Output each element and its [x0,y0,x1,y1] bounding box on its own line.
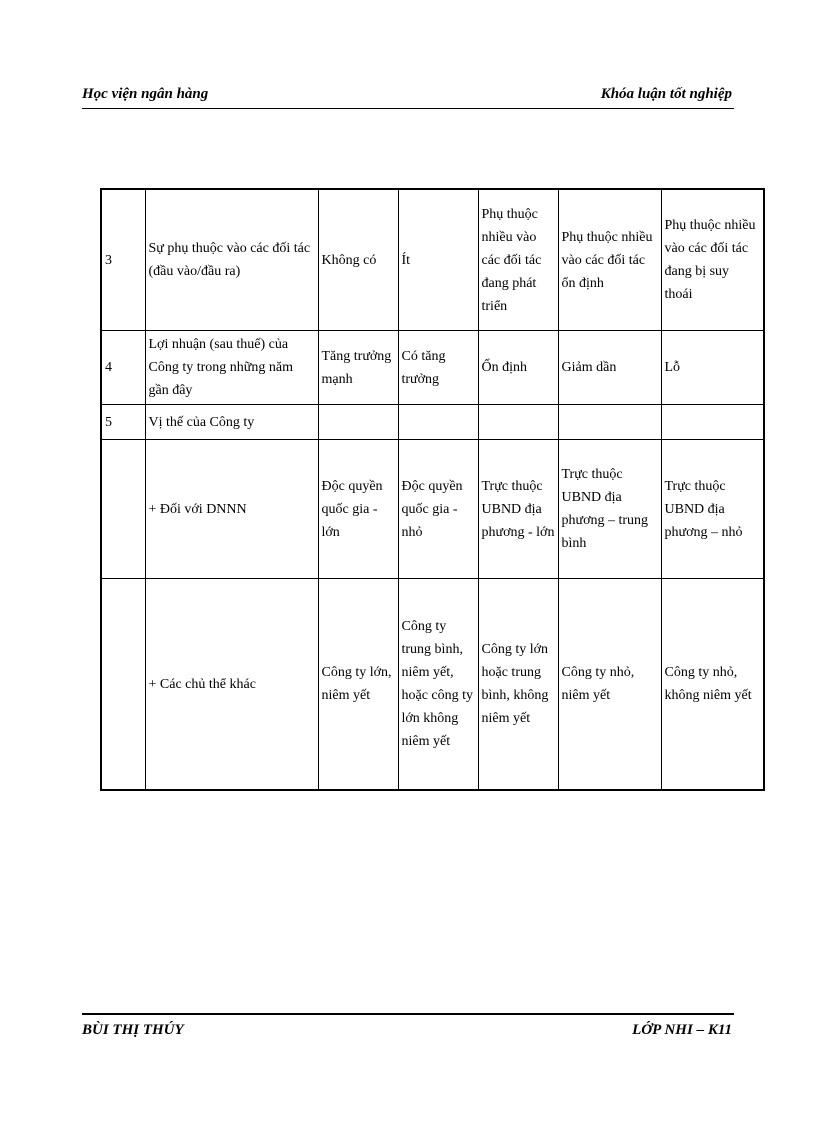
footer-author: BÙI THỊ THÚY [82,1022,184,1038]
level-cell: Trực thuộc UBND địa phương – nhỏ [661,440,764,579]
header-institution: Học viện ngân hàng [82,86,209,102]
criterion-cell: Vị thế của Công ty [145,405,318,440]
criterion-cell: Lợi nhuận (sau thuế) của Công ty trong những năm gần đây [145,331,318,405]
header-divider [82,108,734,109]
level-cell: Công ty nhỏ, không niêm yết [661,579,764,791]
row-number [101,440,145,579]
level-cell: Phụ thuộc nhiều vào các đối tác đang phát triển [478,189,558,331]
criteria-table [100,188,765,791]
row-number: 3 [101,189,145,331]
table-row [101,440,764,579]
table-row [101,189,764,331]
level-cell: Không có [318,189,398,331]
level-cell: Công ty nhỏ, niêm yết [558,579,661,791]
header-document-type: Khóa luận tốt nghiệp [600,86,732,102]
level-cell [661,405,764,440]
level-cell [478,405,558,440]
level-cell: Phụ thuộc nhiều vào các đối tác đang bị suy thoái [661,189,764,331]
level-cell: Độc quyền quốc gia - lớn [318,440,398,579]
level-cell: Trực thuộc UBND địa phương – trung bình [558,440,661,579]
level-cell: Công ty lớn, niêm yết [318,579,398,791]
table-row [101,331,764,405]
level-cell: Độc quyền quốc gia - nhỏ [398,440,478,579]
level-cell: Công ty lớn hoặc trung bình, không niêm yết [478,579,558,791]
level-cell: Có tăng trưởng [398,331,478,405]
level-cell: Trực thuộc UBND địa phương - lớn [478,440,558,579]
level-cell [398,405,478,440]
criterion-cell: + Các chủ thể khác [145,579,318,791]
level-cell: Công ty trung bình, niêm yết, hoặc công ty lớn không niêm yết [398,579,478,791]
table-row [101,405,764,440]
table-row [101,579,764,791]
level-cell: Lỗ [661,331,764,405]
footer-class: LỚP NHI – K11 [632,1022,732,1038]
level-cell: Tăng trưởng mạnh [318,331,398,405]
row-number: 4 [101,331,145,405]
footer-divider [82,1013,734,1015]
level-cell: Phụ thuộc nhiều vào các đối tác ổn định [558,189,661,331]
row-number: 5 [101,405,145,440]
criterion-cell: Sự phụ thuộc vào các đối tác (đầu vào/đầu ra) [145,189,318,331]
level-cell: Ít [398,189,478,331]
level-cell: Ổn định [478,331,558,405]
criterion-cell: + Đối với DNNN [145,440,318,579]
level-cell: Giảm dần [558,331,661,405]
row-number [101,579,145,791]
level-cell [318,405,398,440]
level-cell [558,405,661,440]
